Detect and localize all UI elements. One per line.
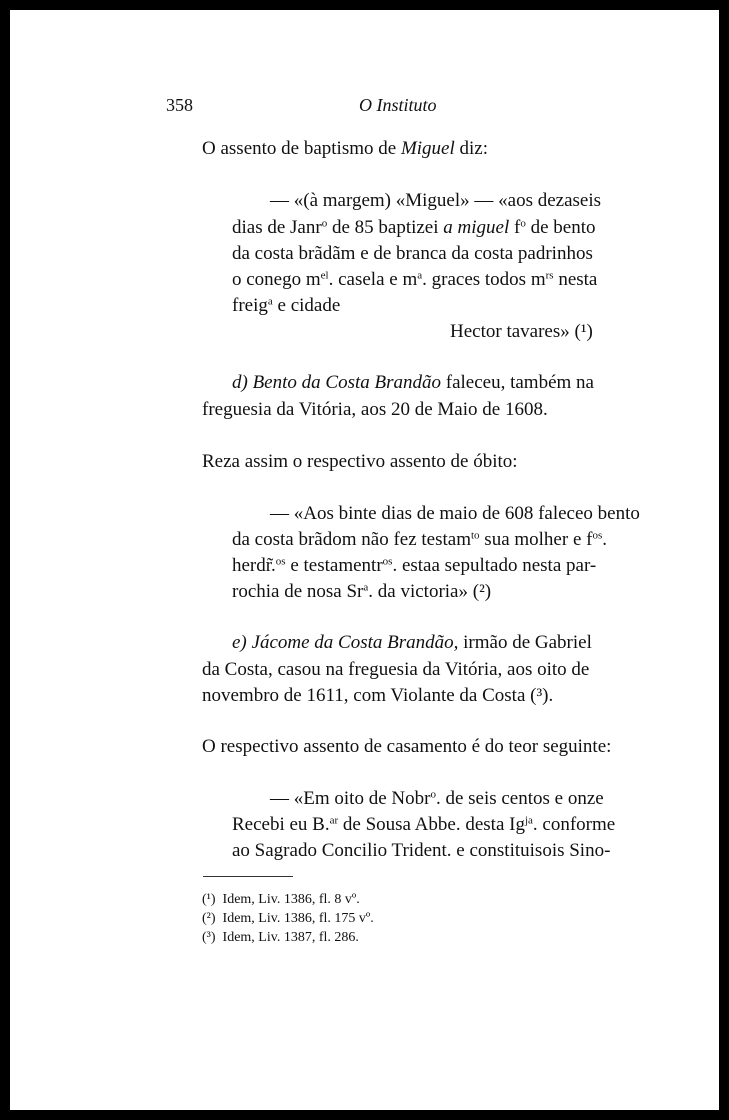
quote-baptism-line: — «(à margem) «Miguel» — «aos dezaseis [270,190,602,211]
person-name: Bento da Costa Brandão [247,372,441,393]
book-page [10,10,719,1110]
person-name: Jácome da Costa Brandão, [246,632,459,653]
quote-baptism-line: o conego $m^{el}$. casela e $m^a$. graces todos $m^{rs}$ nesta [232,269,598,290]
quote-death-line: da costa brãdom não fez testam$^{to}$ sua molher e $f^{os}$. [232,529,607,550]
section-e-line: e) Jácome da Costa Brandão, irmão de Gabriel [232,632,592,653]
quote-baptism-line: dias de Janr$^o$ de 85 baptizei a miguel $f^o$ de bento [232,217,596,238]
quote-signature-hector-tavares: Hector tavares» (¹) [450,321,593,342]
paragraph-death-intro: Reza assim o respectivo assento de óbito: [202,451,518,472]
quote-death-line: — «Aos binte dias de maio de 608 faleceo bento [270,503,640,524]
section-d-line: freguesia da Vitória, aos 20 de Maio de 1608. [202,399,548,420]
quote-marriage-line: — «Em oito de Nobr$^o$. de seis centos e onze [270,788,604,809]
section-e-line: novembro de 1611, com Violante da Costa (³). [202,685,554,706]
paragraph-marriage-intro: O respectivo assento de casamento é do teor seguinte: [202,736,612,757]
page-number: 358 [166,95,193,115]
quote-death-line: rochia de nosa Sr$^a$. da victoria» (²) [232,581,492,602]
footnote-divider [203,876,293,877]
section-d-line: d) Bento da Costa Brandão faleceu, também na [232,372,594,393]
section-e-line: da Costa, casou na freguesia da Vitória, aos oito de [202,659,590,680]
footnote: (²) Idem, Liv. 1386, fl. 175 vº. [202,911,374,926]
quote-baptism-line: freig$^a$ e cidade [232,295,341,316]
footnote: (³) Idem, Liv. 1387, fl. 286. [202,930,359,945]
running-title: O Instituto [359,95,437,115]
quote-marriage-line: ao Sagrado Concilio Trident. e constituisois Sino- [232,840,611,861]
quote-marriage-line: Recebi eu B.$^{ar}$ de Sousa Abbe. desta $Ig^{ja}$. conforme [232,814,616,835]
quote-baptism-line: da costa brãdãm e de branca da costa padrinhos [232,243,593,264]
quote-death-line: herdr̃.$^{os}$ e testamentr$^{os}$. estaa sepultado nesta par- [232,555,597,576]
footnote: (¹) Idem, Liv. 1386, fl. 8 vº. [202,892,360,907]
paragraph-baptism-intro: O assento de baptismo de Miguel diz: [202,138,489,159]
person-name: Miguel [400,138,455,159]
